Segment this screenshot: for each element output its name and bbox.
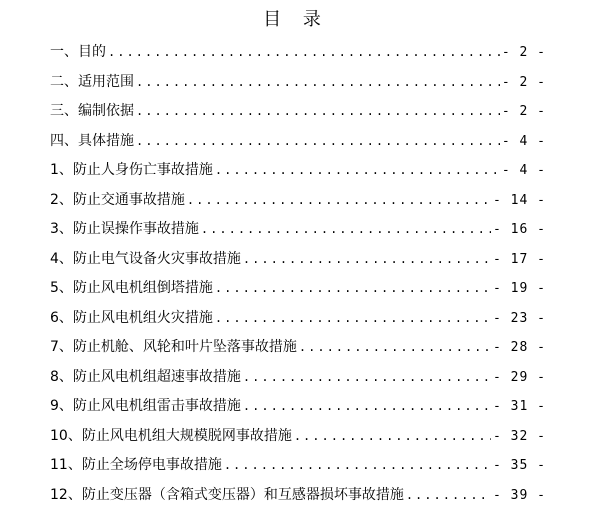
toc-entry-page: - 39 - [493,481,546,510]
toc-entry-label: 12、防止变压器（含箱式变压器）和互感器损坏事故措施 [50,481,404,510]
toc-entry [50,156,546,186]
toc-dot-leader [187,186,491,216]
toc-entry-label: 3、防止误操作事故措施 [50,215,199,245]
toc-dot-leader [201,215,491,245]
toc-dot-leader [406,481,491,510]
toc-entry-page: - 23 - [493,304,546,334]
toc-entry-label: 10、防止风电机组大规模脱网事故措施 [50,422,292,452]
toc-entry-page: - 4 - [502,127,546,157]
toc-dot-leader [243,245,491,275]
toc-entry [50,392,546,422]
toc-entry-label: 一、目的 [50,38,106,68]
toc-entry-page: - 16 - [493,215,546,245]
toc-entry-label: 9、防止风电机组雷击事故措施 [50,392,241,422]
toc-entry-page: - 2 - [502,68,546,98]
toc-entry-label: 二、适用范围 [50,68,134,98]
toc-dot-leader [224,451,491,481]
toc-entry-label: 6、防止风电机组火灾措施 [50,304,213,334]
toc-dot-leader [299,333,491,363]
toc-entry [50,127,546,157]
toc-entry-page: - 4 - [502,156,546,186]
toc-entry-label: 11、防止全场停电事故措施 [50,451,222,481]
toc-entry [50,304,546,334]
toc-dot-leader [136,97,500,127]
toc-entry-page: - 14 - [493,186,546,216]
toc-list [50,38,546,510]
toc-entry [50,481,546,510]
toc-entry-page: - 31 - [493,392,546,422]
toc-entry-page: - 17 - [493,245,546,275]
toc-entry [50,68,546,98]
toc-entry-label: 8、防止风电机组超速事故措施 [50,363,241,393]
toc-entry-page: - 28 - [493,333,546,363]
toc-dot-leader [215,156,500,186]
toc-dot-leader [294,422,491,452]
toc-entry [50,245,546,275]
toc-entry [50,333,546,363]
toc-entry [50,274,546,304]
toc-dot-leader [136,127,500,157]
toc-entry-label: 4、防止电气设备火灾事故措施 [50,245,241,275]
toc-entry-page: - 19 - [493,274,546,304]
toc-entry [50,422,546,452]
toc-entry-page: - 32 - [493,422,546,452]
toc-entry-page: - 2 - [502,97,546,127]
toc-entry [50,363,546,393]
toc-entry-label: 2、防止交通事故措施 [50,186,185,216]
toc-entry-page: - 35 - [493,451,546,481]
toc-dot-leader [215,304,491,334]
toc-entry [50,215,546,245]
toc-entry [50,186,546,216]
toc-dot-leader [136,68,500,98]
toc-entry-label: 三、编制依据 [50,97,134,127]
toc-dot-leader [215,274,491,304]
toc-entry-label: 1、防止人身伤亡事故措施 [50,156,213,186]
toc-entry-label: 四、具体措施 [50,127,134,157]
toc-entry [50,451,546,481]
toc-entry-page: - 29 - [493,363,546,393]
toc-entry-page: - 2 - [502,38,546,68]
toc-dot-leader [108,38,500,68]
toc-title: 目 录 [0,8,592,32]
toc-dot-leader [243,363,491,393]
toc-dot-leader [243,392,491,422]
toc-entry-label: 7、防止机舱、风轮和叶片坠落事故措施 [50,333,297,363]
toc-entry-label: 5、防止风电机组倒塔措施 [50,274,213,304]
toc-entry [50,97,546,127]
toc-entry [50,38,546,68]
